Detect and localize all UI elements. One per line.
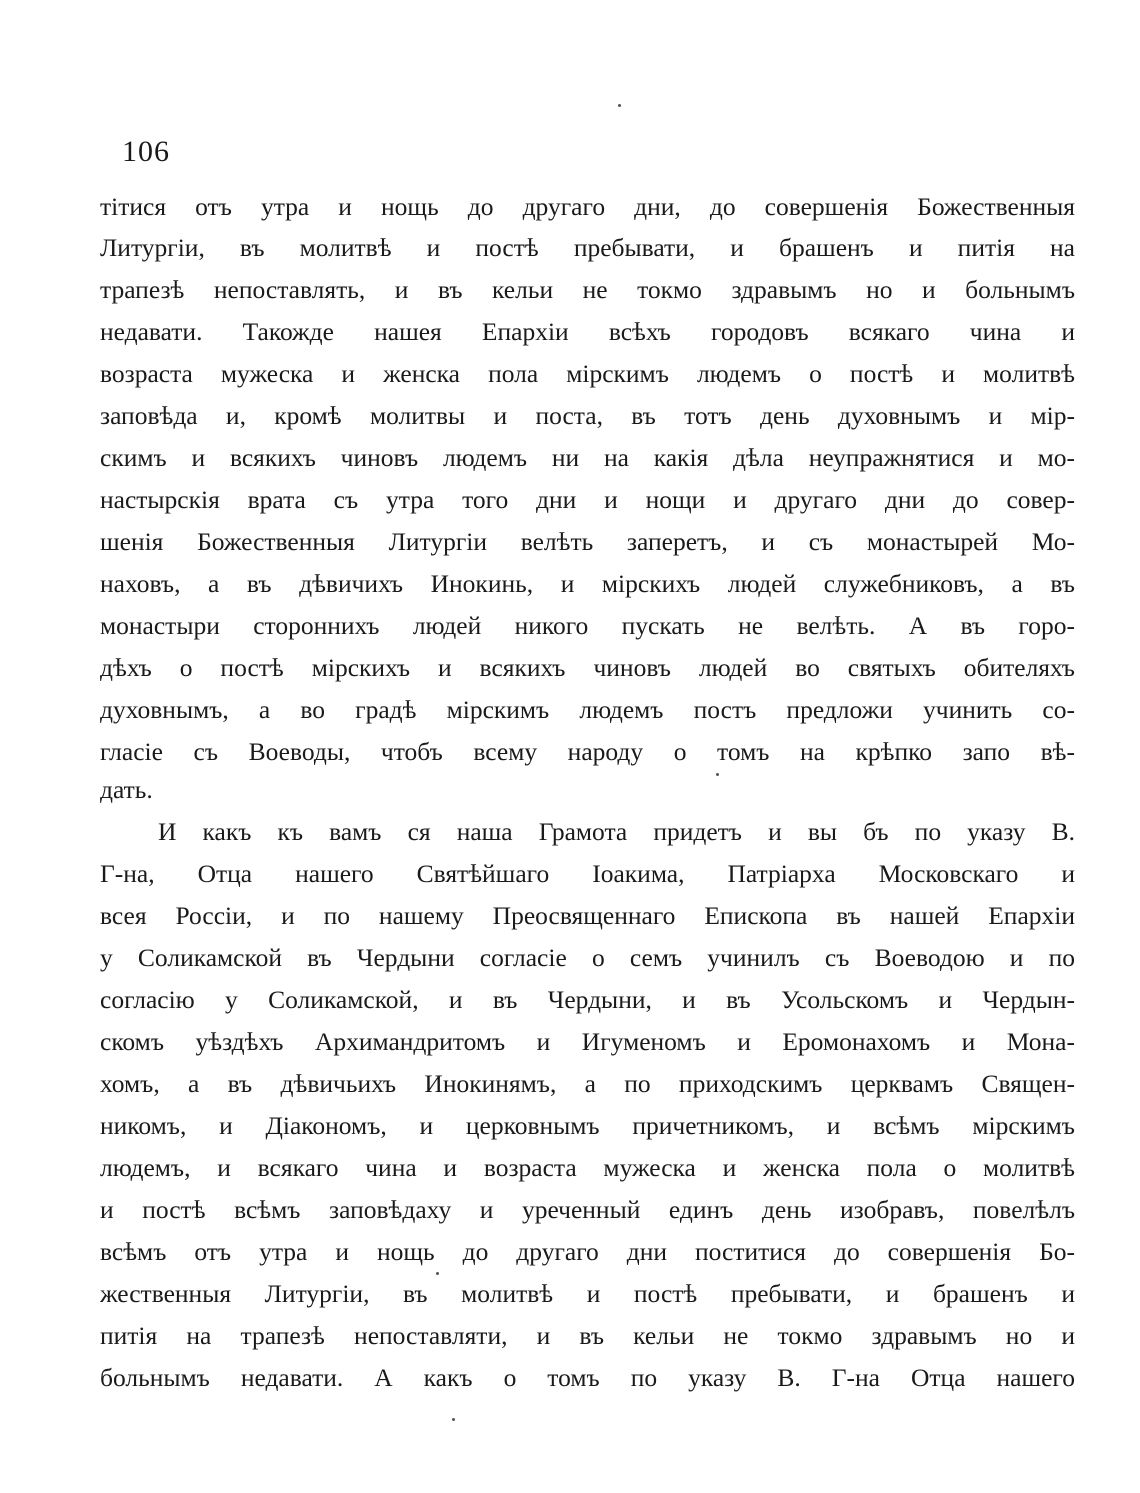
text-line: Г-на, Отца нашего Святѣйшаго Іоакима, Патріарха Московскаго и	[100, 859, 1075, 888]
text-line: дѣхъ о постѣ мірскихъ и всякихъ чиновъ людей во святыхъ обителяхъ	[100, 653, 1075, 682]
paper-speck	[618, 104, 621, 107]
text-line: скимъ и всякихъ чиновъ людемъ ни на какія дѣла неупражнятися и мо-	[100, 443, 1075, 472]
page-number: 106	[122, 135, 170, 168]
text-line: всея Россіи, и по нашему Преосвященнаго Епископа въ нашей Епархіи	[100, 901, 1075, 930]
text-line: гласіе съ Воеводы, чтобъ всему народу о томъ на крѣпко запо вѣ-	[100, 737, 1075, 766]
text-line: согласію у Соликамской, и въ Чердыни, и въ Усольскомъ и Чердын-	[100, 985, 1075, 1014]
text-line: людемъ, и всякаго чина и возраста мужеска и женска пола о молитвѣ	[100, 1153, 1075, 1182]
text-line-paragraph-end: дать.	[100, 775, 153, 804]
text-line: наховъ, а въ дѣвичихъ Инокинь, и мірскихъ людей служебниковъ, а въ	[100, 569, 1075, 598]
text-line: никомъ, и Діакономъ, и церковнымъ причетникомъ, и всѣмъ мірскимъ	[100, 1111, 1075, 1140]
text-line: всѣмъ отъ утра и нощь до другаго дни поститися до совершенія Бо-	[100, 1237, 1075, 1266]
paper-speck	[436, 1272, 439, 1275]
text-line: и постѣ всѣмъ заповѣдаху и уреченный единъ день изобравъ, повелѣлъ	[100, 1195, 1075, 1224]
text-line: тітися отъ утра и нощь до другаго дни, до совершенія Божественныя	[100, 192, 1075, 221]
text-line: монастыри стороннихъ людей никого пускать не велѣть. А въ горо-	[100, 611, 1075, 640]
text-line: возраста мужеска и женска пола мірскимъ людемъ о постѣ и молитвѣ	[100, 359, 1075, 388]
text-line: недавати. Такожде нашея Епархіи всѣхъ городовъ всякаго чина и	[100, 317, 1075, 346]
text-line: Литургіи, въ молитвѣ и постѣ пребывати, и брашенъ и питія на	[100, 233, 1075, 262]
text-line: духовнымъ, а во градѣ мірскимъ людемъ постъ предложи учинить со-	[100, 695, 1075, 724]
text-line: больнымъ недавати. А какъ о томъ по указу В. Г-на Отца нашего	[100, 1363, 1075, 1392]
text-line: скомъ уѣздѣхъ Архимандритомъ и Игуменомъ и Еромонахомъ и Мона-	[100, 1027, 1075, 1056]
text-line: у Соликамской въ Чердыни согласіе о семъ учинилъ съ Воеводою и по	[100, 943, 1075, 972]
text-line-paragraph-start: И какъ къ вамъ ся наша Грамота придетъ и вы бъ по указу В.	[158, 817, 1075, 846]
text-line: жественныя Литургіи, въ молитвѣ и постѣ пребывати, и брашенъ и	[100, 1279, 1075, 1308]
text-line: хомъ, а въ дѣвичьихъ Инокинямъ, а по приходскимъ церквамъ Священ-	[100, 1069, 1075, 1098]
text-line: трапезѣ непоставлять, и въ кельи не токмо здравымъ но и больнымъ	[100, 275, 1075, 304]
paper-speck	[716, 773, 719, 776]
text-line: настырскія врата съ утра того дни и нощи и другаго дни до совер-	[100, 485, 1075, 514]
paper-speck	[452, 1418, 455, 1421]
text-line: шенія Божественныя Литургіи велѣть заперетъ, и съ монастырей Мо-	[100, 527, 1075, 556]
text-line: питія на трапезѣ непоставляти, и въ кельи не токмо здравымъ но и	[100, 1321, 1075, 1350]
text-line: заповѣда и, кромѣ молитвы и поста, въ тотъ день духовнымъ и мір-	[100, 401, 1075, 430]
